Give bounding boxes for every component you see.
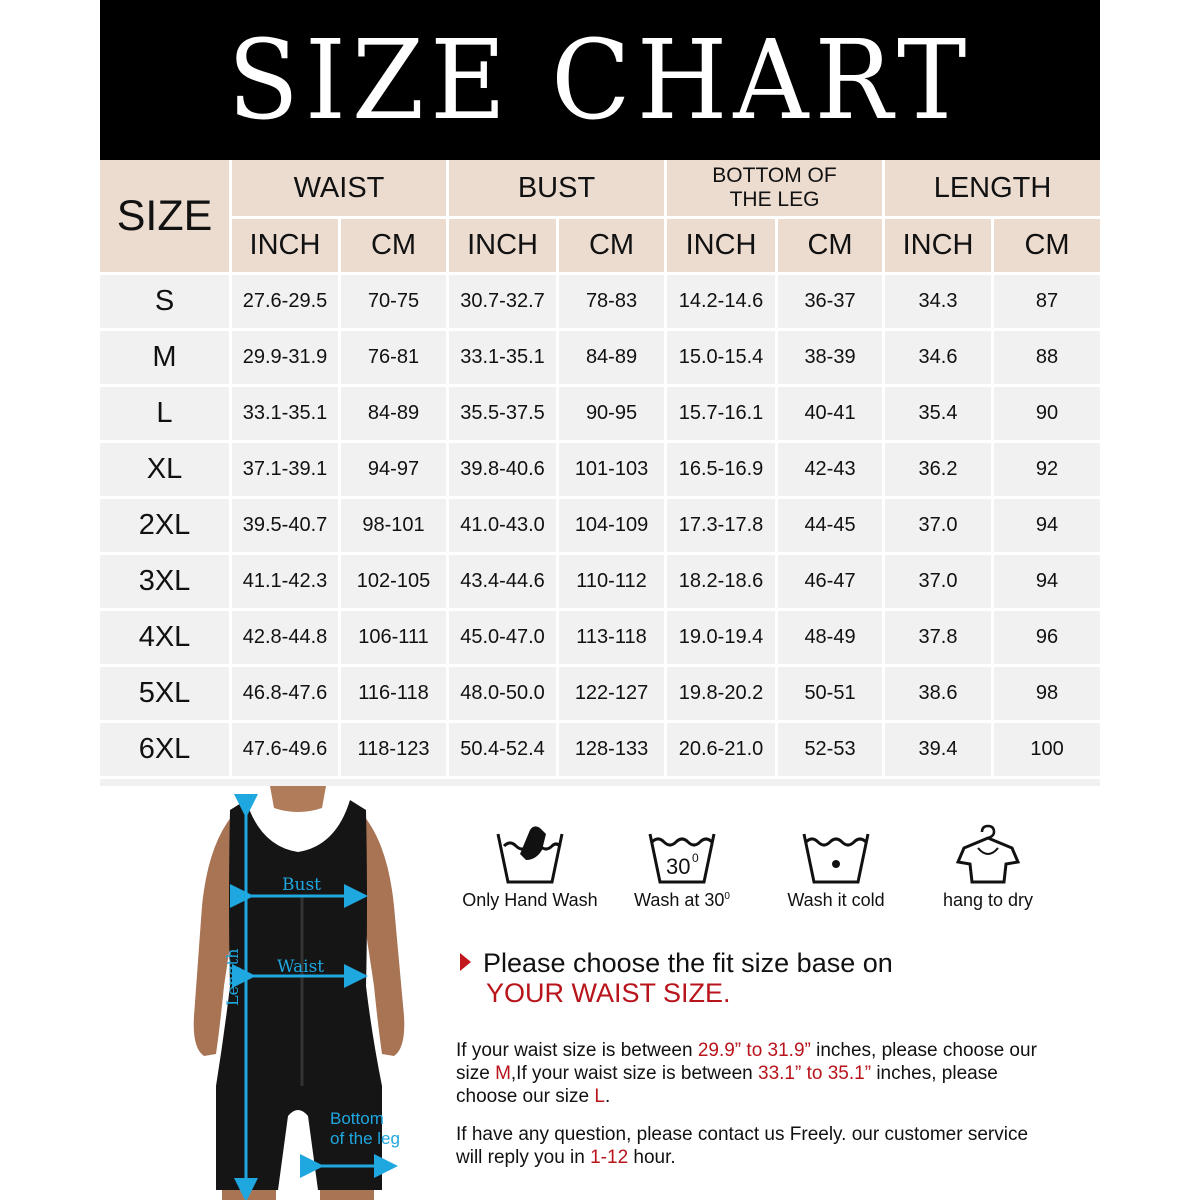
table-cell: 36.2 xyxy=(885,443,994,499)
table-cell: 128-133 xyxy=(559,723,667,779)
table-cell: 50.4-52.4 xyxy=(449,723,559,779)
table-cell: 88 xyxy=(994,331,1100,387)
table-cell: 116-118 xyxy=(341,667,449,723)
wash-30-tub-sup: 0 xyxy=(692,851,699,865)
size-cell: L xyxy=(100,387,232,443)
choose-size-note xyxy=(460,948,1020,1008)
care-instructions xyxy=(455,824,1065,914)
contact-highlight: 1-12 xyxy=(590,1147,629,1168)
table-cell: 20.6-21.0 xyxy=(667,723,778,779)
table-cell: 78-83 xyxy=(559,275,667,331)
table-cell: 15.7-16.1 xyxy=(667,387,778,443)
wash-cold-icon xyxy=(796,824,876,884)
table-cell: 39.5-40.7 xyxy=(232,499,341,555)
page-title: SIZE CHART xyxy=(227,15,973,145)
care-label: Only Hand Wash xyxy=(462,890,598,910)
table-cell: 34.6 xyxy=(885,331,994,387)
unit-header: INCH xyxy=(449,219,559,275)
table-cell: 43.4-44.6 xyxy=(449,555,559,611)
table-cell: 52-53 xyxy=(778,723,885,779)
table-cell: 40-41 xyxy=(778,387,885,443)
table-cell: 16.5-16.9 xyxy=(667,443,778,499)
table-cell: 42.8-44.8 xyxy=(232,611,341,667)
size-cell: 5XL xyxy=(100,667,232,723)
waist-label: Waist xyxy=(277,957,325,977)
table-row xyxy=(100,331,1100,387)
table-cell: 37.1-39.1 xyxy=(232,443,341,499)
choose-line-1 xyxy=(460,948,1020,978)
choose-line-1-text: Please choose the fit size base on xyxy=(483,948,893,978)
table-cell: 87 xyxy=(994,275,1100,331)
advice-highlight: L xyxy=(594,1086,605,1107)
care-label-sup: 0 xyxy=(724,891,730,902)
table-cell: 102-105 xyxy=(341,555,449,611)
unit-header: INCH xyxy=(232,219,341,275)
table-cell: 37.8 xyxy=(885,611,994,667)
care-label: hang to dry xyxy=(942,890,1034,910)
care-item-hand-wash xyxy=(455,824,605,911)
care-item-hang-dry xyxy=(913,824,1063,911)
table-cell: 34.3 xyxy=(885,275,994,331)
table-cell: 27.6-29.5 xyxy=(232,275,341,331)
table-cell: 42-43 xyxy=(778,443,885,499)
unit-header: CM xyxy=(559,219,667,275)
unit-header: CM xyxy=(778,219,885,275)
care-label-text: Wash at 30 xyxy=(634,890,725,910)
table-cell: 46-47 xyxy=(778,555,885,611)
unit-header: INCH xyxy=(667,219,778,275)
contact-paragraph xyxy=(456,1123,1056,1169)
table-cell: 19.0-19.4 xyxy=(667,611,778,667)
table-cell: 19.8-20.2 xyxy=(667,667,778,723)
table-cell: 70-75 xyxy=(341,275,449,331)
hand-wash-icon xyxy=(490,824,570,884)
table-cell: 48-49 xyxy=(778,611,885,667)
size-column-header: SIZE xyxy=(100,160,232,275)
care-item-wash-cold xyxy=(761,824,911,911)
table-cell: 98 xyxy=(994,667,1100,723)
table-cell: 44-45 xyxy=(778,499,885,555)
advice-text: If your waist size is between xyxy=(456,1040,698,1061)
table-cell: 94 xyxy=(994,499,1100,555)
size-advice-paragraph xyxy=(456,1039,1056,1108)
unit-header: CM xyxy=(341,219,449,275)
table-cell: 104-109 xyxy=(559,499,667,555)
table-cell: 50-51 xyxy=(778,667,885,723)
contact-text: If have any question, please contact us Freely. our customer service will reply you in xyxy=(456,1124,1029,1168)
table-cell: 38.6 xyxy=(885,667,994,723)
bottom-leg-header-text: BOTTOM OF THE LEG xyxy=(712,164,837,211)
advice-highlight: 29.9” to 31.9” xyxy=(697,1040,811,1061)
size-cell: XL xyxy=(100,443,232,499)
table-cell: 29.9-31.9 xyxy=(232,331,341,387)
bust-label: Bust xyxy=(282,875,321,895)
table-cell: 14.2-14.6 xyxy=(667,275,778,331)
table-cell: 15.0-15.4 xyxy=(667,331,778,387)
size-cell: M xyxy=(100,331,232,387)
table-cell: 47.6-49.6 xyxy=(232,723,341,779)
size-cell: 2XL xyxy=(100,499,232,555)
table-cell: 39.8-40.6 xyxy=(449,443,559,499)
table-cell: 96 xyxy=(994,611,1100,667)
bottom-leg-label-1: Bottom xyxy=(330,1109,384,1128)
advice-text: inches, please choose our size xyxy=(456,1040,1037,1084)
size-cell: 4XL xyxy=(100,611,232,667)
table-cell: 17.3-17.8 xyxy=(667,499,778,555)
right-leg-shape xyxy=(320,1190,374,1200)
table-row xyxy=(100,555,1100,611)
table-cell: 100 xyxy=(994,723,1100,779)
table-cell: 122-127 xyxy=(559,667,667,723)
table-row xyxy=(100,723,1100,779)
table-cell: 36-37 xyxy=(778,275,885,331)
size-table-body xyxy=(100,275,1100,779)
wash-30-icon xyxy=(642,824,722,884)
table-cell: 41.0-43.0 xyxy=(449,499,559,555)
table-cell: 90 xyxy=(994,387,1100,443)
info-section xyxy=(100,786,1100,1200)
size-cell: 3XL xyxy=(100,555,232,611)
advice-highlight: 33.1” to 35.1” xyxy=(758,1063,872,1084)
unit-header: INCH xyxy=(885,219,994,275)
size-table xyxy=(100,160,1100,779)
neck-shape xyxy=(270,786,326,812)
bottom-leg-label-2: of the leg xyxy=(330,1129,400,1148)
table-cell: 38-39 xyxy=(778,331,885,387)
table-cell: 35.4 xyxy=(885,387,994,443)
choose-line-2: YOUR WAIST SIZE. xyxy=(486,978,731,1008)
size-cell: 6XL xyxy=(100,723,232,779)
bottom-leg-header xyxy=(667,160,885,219)
table-cell: 48.0-50.0 xyxy=(449,667,559,723)
table-cell: 84-89 xyxy=(341,387,449,443)
bust-header: BUST xyxy=(449,160,667,219)
red-triangle-icon xyxy=(460,953,471,971)
care-label xyxy=(607,890,757,911)
table-cell: 92 xyxy=(994,443,1100,499)
contact-text: hour. xyxy=(628,1147,676,1168)
table-cell: 94 xyxy=(994,555,1100,611)
table-cell: 76-81 xyxy=(341,331,449,387)
table-row xyxy=(100,611,1100,667)
table-cell: 35.5-37.5 xyxy=(449,387,559,443)
table-cell: 90-95 xyxy=(559,387,667,443)
advice-text: ,If your waist size is between xyxy=(510,1063,759,1084)
left-leg-shape xyxy=(222,1190,276,1200)
table-cell: 84-89 xyxy=(559,331,667,387)
table-cell: 18.2-18.6 xyxy=(667,555,778,611)
table-row xyxy=(100,275,1100,331)
table-cell: 33.1-35.1 xyxy=(232,387,341,443)
size-table-container xyxy=(100,160,1100,786)
table-cell: 45.0-47.0 xyxy=(449,611,559,667)
table-row xyxy=(100,443,1100,499)
table-cell: 46.8-47.6 xyxy=(232,667,341,723)
table-cell: 110-112 xyxy=(559,555,667,611)
care-label: Wash it cold xyxy=(787,890,885,910)
table-cell: 41.1-42.3 xyxy=(232,555,341,611)
table-cell: 118-123 xyxy=(341,723,449,779)
table-cell: 113-118 xyxy=(559,611,667,667)
hang-dry-icon xyxy=(948,824,1028,884)
table-cell: 101-103 xyxy=(559,443,667,499)
table-cell: 39.4 xyxy=(885,723,994,779)
size-cell: S xyxy=(100,275,232,331)
table-cell: 30.7-32.7 xyxy=(449,275,559,331)
table-cell: 33.1-35.1 xyxy=(449,331,559,387)
advice-highlight: M xyxy=(495,1063,511,1084)
advice-text: . xyxy=(604,1086,611,1107)
table-cell: 37.0 xyxy=(885,499,994,555)
length-label: Length xyxy=(223,948,242,1006)
bodysuit-figure xyxy=(150,786,480,1200)
wash-30-tub-text: 30 xyxy=(666,854,691,879)
advice-text: inches, please choose our size xyxy=(456,1063,998,1107)
table-row xyxy=(100,387,1100,443)
care-item-wash-30 xyxy=(607,824,757,911)
table-row xyxy=(100,499,1100,555)
table-row xyxy=(100,667,1100,723)
waist-header: WAIST xyxy=(232,160,449,219)
table-cell: 94-97 xyxy=(341,443,449,499)
table-cell: 98-101 xyxy=(341,499,449,555)
unit-header: CM xyxy=(994,219,1100,275)
table-cell: 106-111 xyxy=(341,611,449,667)
length-header: LENGTH xyxy=(885,160,1100,219)
title-banner xyxy=(100,0,1100,160)
table-cell: 37.0 xyxy=(885,555,994,611)
